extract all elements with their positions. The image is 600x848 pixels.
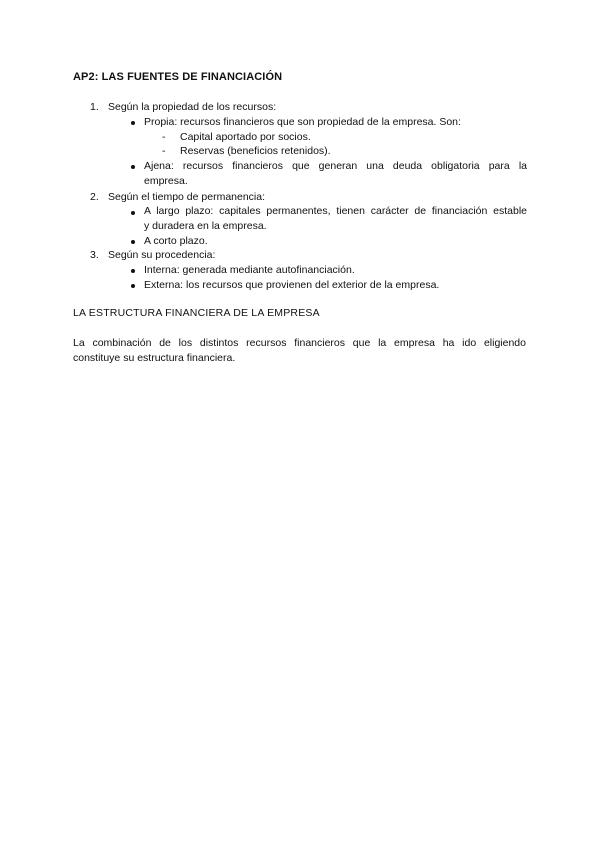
section-heading: LA ESTRUCTURA FINANCIERA DE LA EMPRESA [73,307,320,319]
bullet-externa: Externa: los recursos que provienen del exterior de la empresa. [144,279,440,291]
bullet-icon [131,121,135,125]
subitem-reservas: Reservas (beneficios retenidos). [180,145,331,157]
dash-icon: - [162,145,166,157]
subitem-capital: Capital aportado por socios. [180,131,311,143]
list-item-2-label: Según el tiempo de permanencia: [108,191,266,203]
bullet-largo-plazo-line1: A largo plazo: capitales permanentes, tienen carácter de financiación estable [144,205,527,217]
paragraph-line-2: constituye su estructura financiera. [73,351,236,364]
bullet-ajena-line1: Ajena: recursos financieros que generan una deuda obligatoria para la [144,160,527,172]
paragraph-line-1: La combinación de los distintos recursos financieros que la empresa ha ido eligiendo [73,337,526,349]
list-item-3-label: Según su procedencia: [108,249,216,261]
bullet-icon [131,240,135,244]
bullet-corto-plazo: A corto plazo. [144,235,208,247]
dash-icon: - [162,131,166,143]
list-number-1: 1. [90,101,99,113]
body-paragraph [73,336,526,365]
bullet-icon [131,211,135,215]
bullet-interna: Interna: generada mediante autofinanciación. [144,264,355,276]
bullet-icon [131,165,135,169]
bullet-largo-plazo-line2: y duradera en la empresa. [144,220,267,232]
bullet-ajena-line2: empresa. [144,175,188,187]
bullet-propia: Propia: recursos financieros que son propiedad de la empresa. Son: [144,116,461,128]
list-item-1-label: Según la propiedad de los recursos: [108,101,277,113]
list-number-2: 2. [90,191,99,203]
bullet-icon [131,269,135,273]
bullet-icon [131,284,135,288]
list-number-3: 3. [90,249,99,261]
page-title: AP2: LAS FUENTES DE FINANCIACIÓN [73,71,283,83]
